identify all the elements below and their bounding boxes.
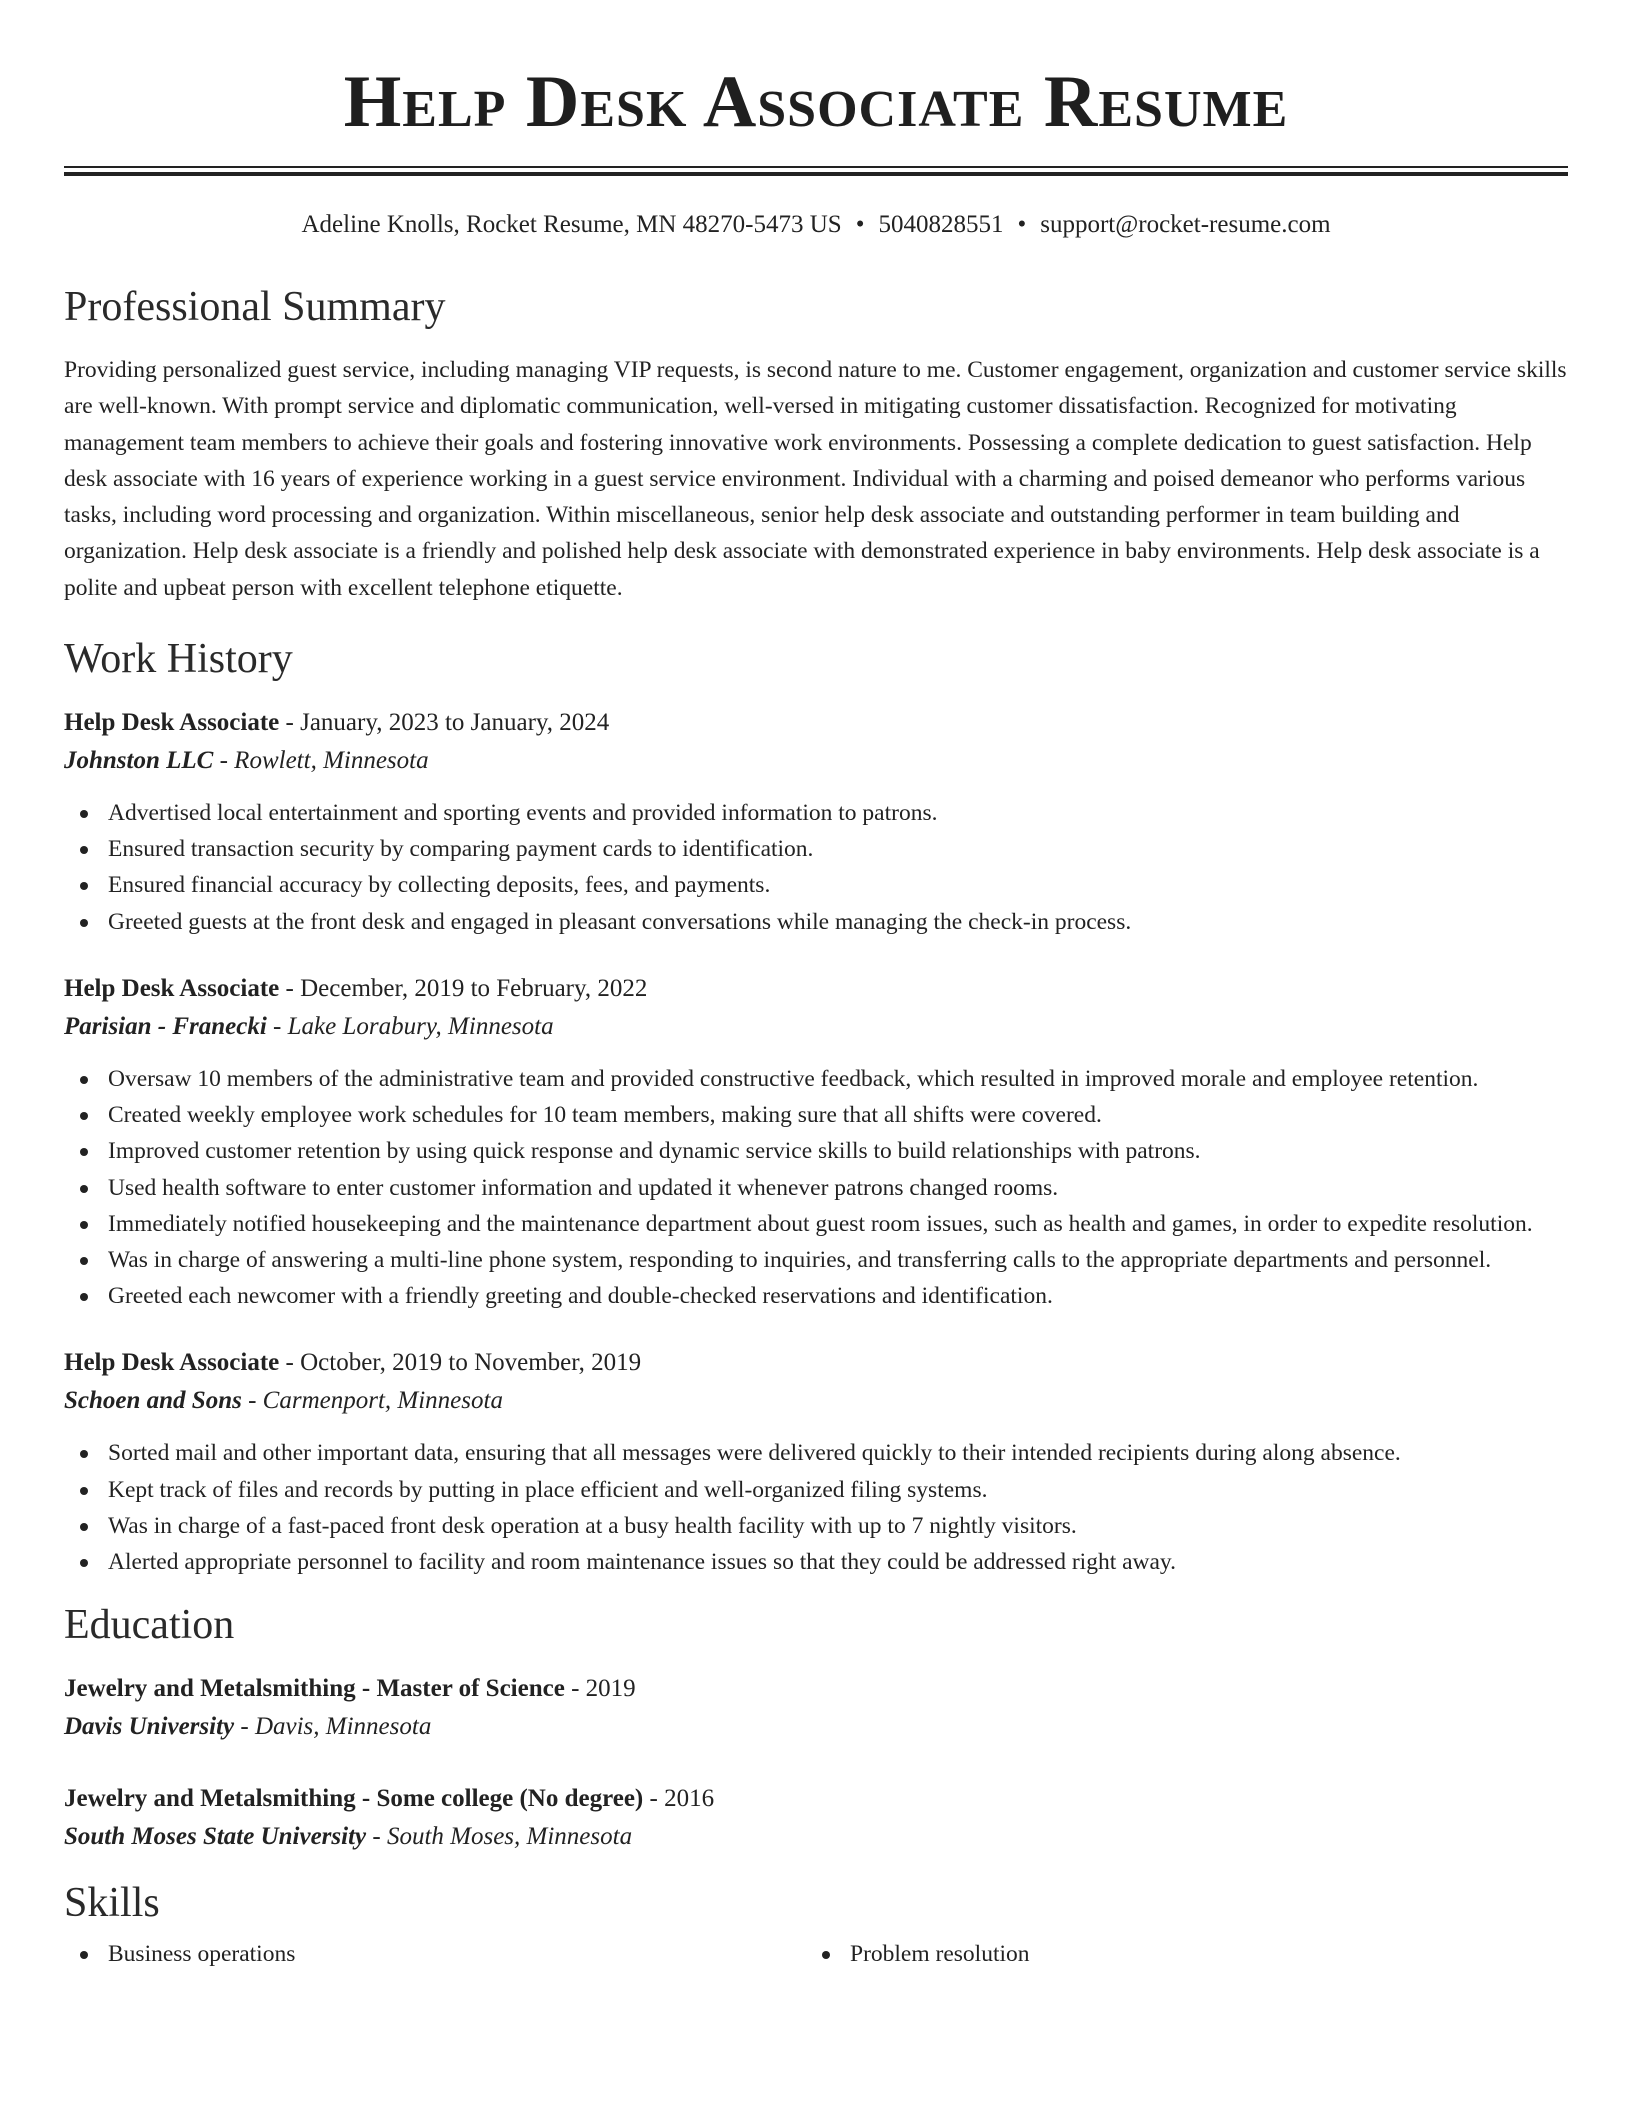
bullet-icon: [80, 1148, 88, 1156]
job-header: [64, 970, 1568, 1008]
bullet-icon: [80, 1257, 88, 1265]
bullet-text: Used health software to enter customer information and updated it whenever patrons changed rooms.: [108, 1174, 1059, 1201]
job-dates: - October, 2019 to November, 2019: [279, 1349, 642, 1377]
bullet-text: Ensured transaction security by comparing payment cards to identification.: [108, 836, 814, 863]
job-company: Parisian - Franecki: [64, 1012, 267, 1040]
job-title: Help Desk Associate: [64, 1349, 280, 1377]
job-bullets: [64, 1061, 1568, 1314]
bullet-icon: [80, 919, 88, 927]
job-title: Help Desk Associate: [64, 709, 280, 737]
bullet-text: Kept track of files and records by putting in place efficient and well-organized filing systems.: [108, 1476, 988, 1503]
bullet-text: Was in charge of answering a multi-line phone system, responding to inquiries, and transferring calls to the appropriate departments and personnel.: [108, 1246, 1492, 1273]
summary-heading: Professional Summary: [64, 284, 446, 330]
job-company-line: [64, 742, 1568, 780]
bullet-icon: [80, 846, 88, 854]
skills-column-right: [806, 1936, 1548, 1972]
contact-separator: •: [855, 211, 865, 238]
job-bullet: [64, 1435, 1568, 1471]
job-bullet: [64, 867, 1568, 903]
job-bullets: [64, 795, 1568, 940]
job-bullets: [64, 1435, 1568, 1580]
job-company-line: [64, 1382, 1568, 1420]
education-school-line: [64, 1818, 1568, 1856]
job-bullet: [64, 1206, 1568, 1242]
bullet-icon: [80, 1523, 88, 1531]
education-entry: [64, 1780, 1568, 1856]
job-location: - Rowlett, Minnesota: [213, 747, 429, 775]
bullet-text: Created weekly employee work schedules for 10 team members, making sure that all shifts were covered.: [108, 1102, 1102, 1129]
education-entry: [64, 1670, 1568, 1746]
skills-heading: Skills: [64, 1880, 160, 1927]
bullet-text: Alerted appropriate personnel to facility and room maintenance issues so that they could be addressed right away.: [108, 1548, 1177, 1575]
job-entry: [64, 704, 1568, 940]
job-bullet: [64, 1170, 1568, 1206]
title-divider: [64, 166, 1568, 176]
job-bullet: [64, 1242, 1568, 1278]
bullet-icon: [80, 1112, 88, 1120]
education-school-line: [64, 1708, 1568, 1746]
education-header: [64, 1670, 1568, 1708]
bullet-text: Was in charge of a fast-paced front desk operation at a busy health facility with up to 7 nightly visitors.: [108, 1512, 1077, 1539]
job-header: [64, 1344, 1568, 1382]
job-title: Help Desk Associate: [64, 974, 280, 1002]
bullet-text: Ensured financial accuracy by collecting deposits, fees, and payments.: [108, 872, 771, 899]
job-bullet: [64, 1472, 1568, 1508]
resume-page: [64, 0, 1568, 1972]
contact-line: [64, 210, 1568, 240]
bullet-icon: [80, 1221, 88, 1229]
job-bullet: [64, 1133, 1568, 1169]
bullet-icon: [80, 1450, 88, 1458]
job-bullet: [64, 795, 1568, 831]
skill-text: Problem resolution: [850, 1941, 1030, 1968]
job-bullet: [64, 1097, 1568, 1133]
bullet-icon: [80, 1293, 88, 1301]
bullet-icon: [80, 1951, 88, 1959]
contact-email: support@rocket-resume.com: [1040, 211, 1331, 238]
job-bullet: [64, 831, 1568, 867]
bullet-text: Immediately notified housekeeping and the maintenance department about guest room issues, such as health and games, in order to expedite resolution.: [108, 1210, 1533, 1237]
job-company-line: [64, 1008, 1568, 1046]
job-company: Johnston LLC: [64, 747, 214, 775]
education-location: - South Moses, Minnesota: [366, 1823, 633, 1851]
summary-text: Providing personalized guest service, including managing VIP requests, is second nature to me. Customer engagement, organization and customer service skills are well-known. With prompt service and diplomatic communication, well-versed in mitigating customer dissatisfaction. Recognized for motivating management team members to achieve their goals and fostering innovative work environments. Possessing a complete dedication to guest satisfaction. Help desk associate with 16 years of experience working in a guest service environment. Individual with a charming and poised demeanor who performs various tasks, including word processing and organization. Within miscellaneous, senior help desk associate and outstanding performer in team building and organization. Help desk associate is a friendly and polished help desk associate with demonstrated experience in baby environments. Help desk associate is a polite and upbeat person with excellent telephone etiquette.: [64, 357, 1567, 601]
work-history-heading: Work History: [64, 636, 293, 683]
bullet-text: Oversaw 10 members of the administrative team and provided constructive feedback, which resulted in improved morale and employee retention.: [108, 1065, 1479, 1092]
skills-list: [64, 1936, 1568, 1972]
bullet-icon: [80, 1487, 88, 1495]
bullet-icon: [80, 1076, 88, 1084]
education-school: South Moses State University: [64, 1823, 367, 1851]
bullet-icon: [80, 810, 88, 818]
education-year: - 2019: [564, 1675, 636, 1703]
job-location: - Carmenport, Minnesota: [241, 1387, 503, 1415]
skill-text: Business operations: [108, 1941, 296, 1968]
bullet-text: Advertised local entertainment and sporting events and provided information to patrons.: [108, 800, 938, 827]
bullet-text: Improved customer retention by using quick response and dynamic service skills to build relationships with patrons.: [108, 1138, 1201, 1165]
education-location: - Davis, Minnesota: [234, 1713, 432, 1741]
job-bullet: [64, 1508, 1568, 1544]
job-entry: [64, 1344, 1568, 1580]
job-dates: - December, 2019 to February, 2022: [279, 974, 648, 1002]
bullet-text: Greeted guests at the front desk and engaged in pleasant conversations while managing the check-in process.: [108, 908, 1132, 935]
bullet-icon: [80, 1559, 88, 1567]
education-header: [64, 1780, 1568, 1818]
job-bullet: [64, 1544, 1568, 1580]
contact-phone: 5040828551: [878, 211, 1004, 238]
education-year: - 2016: [643, 1785, 715, 1813]
skill-item: [64, 1936, 806, 1972]
education-heading: Education: [64, 1602, 235, 1649]
bullet-icon: [80, 882, 88, 890]
bullet-icon: [822, 1951, 830, 1959]
contact-address: Adeline Knolls, Rocket Resume, MN 48270-5473 US: [301, 211, 842, 238]
contact-separator: •: [1017, 211, 1027, 238]
job-entry: [64, 970, 1568, 1314]
education-degree: Jewelry and Metalsmithing - Some college (No degree): [64, 1785, 644, 1813]
skills-column-left: [64, 1936, 806, 1972]
education-school: Davis University: [64, 1713, 235, 1741]
education-degree: Jewelry and Metalsmithing - Master of Science: [64, 1675, 565, 1703]
job-header: [64, 704, 1568, 742]
resume-title: Help Desk Associate Resume: [343, 61, 1289, 143]
bullet-text: Sorted mail and other important data, ensuring that all messages were delivered quickly to their intended recipients during along absence.: [108, 1440, 1401, 1467]
job-company: Schoen and Sons: [64, 1387, 242, 1415]
bullet-icon: [80, 1185, 88, 1193]
job-bullet: [64, 1278, 1568, 1314]
skill-item: [806, 1936, 1548, 1972]
job-dates: - January, 2023 to January, 2024: [279, 709, 610, 737]
job-bullet: [64, 1061, 1568, 1097]
bullet-text: Greeted each newcomer with a friendly greeting and double-checked reservations and identification.: [108, 1283, 1053, 1310]
job-location: - Lake Lorabury, Minnesota: [266, 1012, 554, 1040]
job-bullet: [64, 904, 1568, 940]
